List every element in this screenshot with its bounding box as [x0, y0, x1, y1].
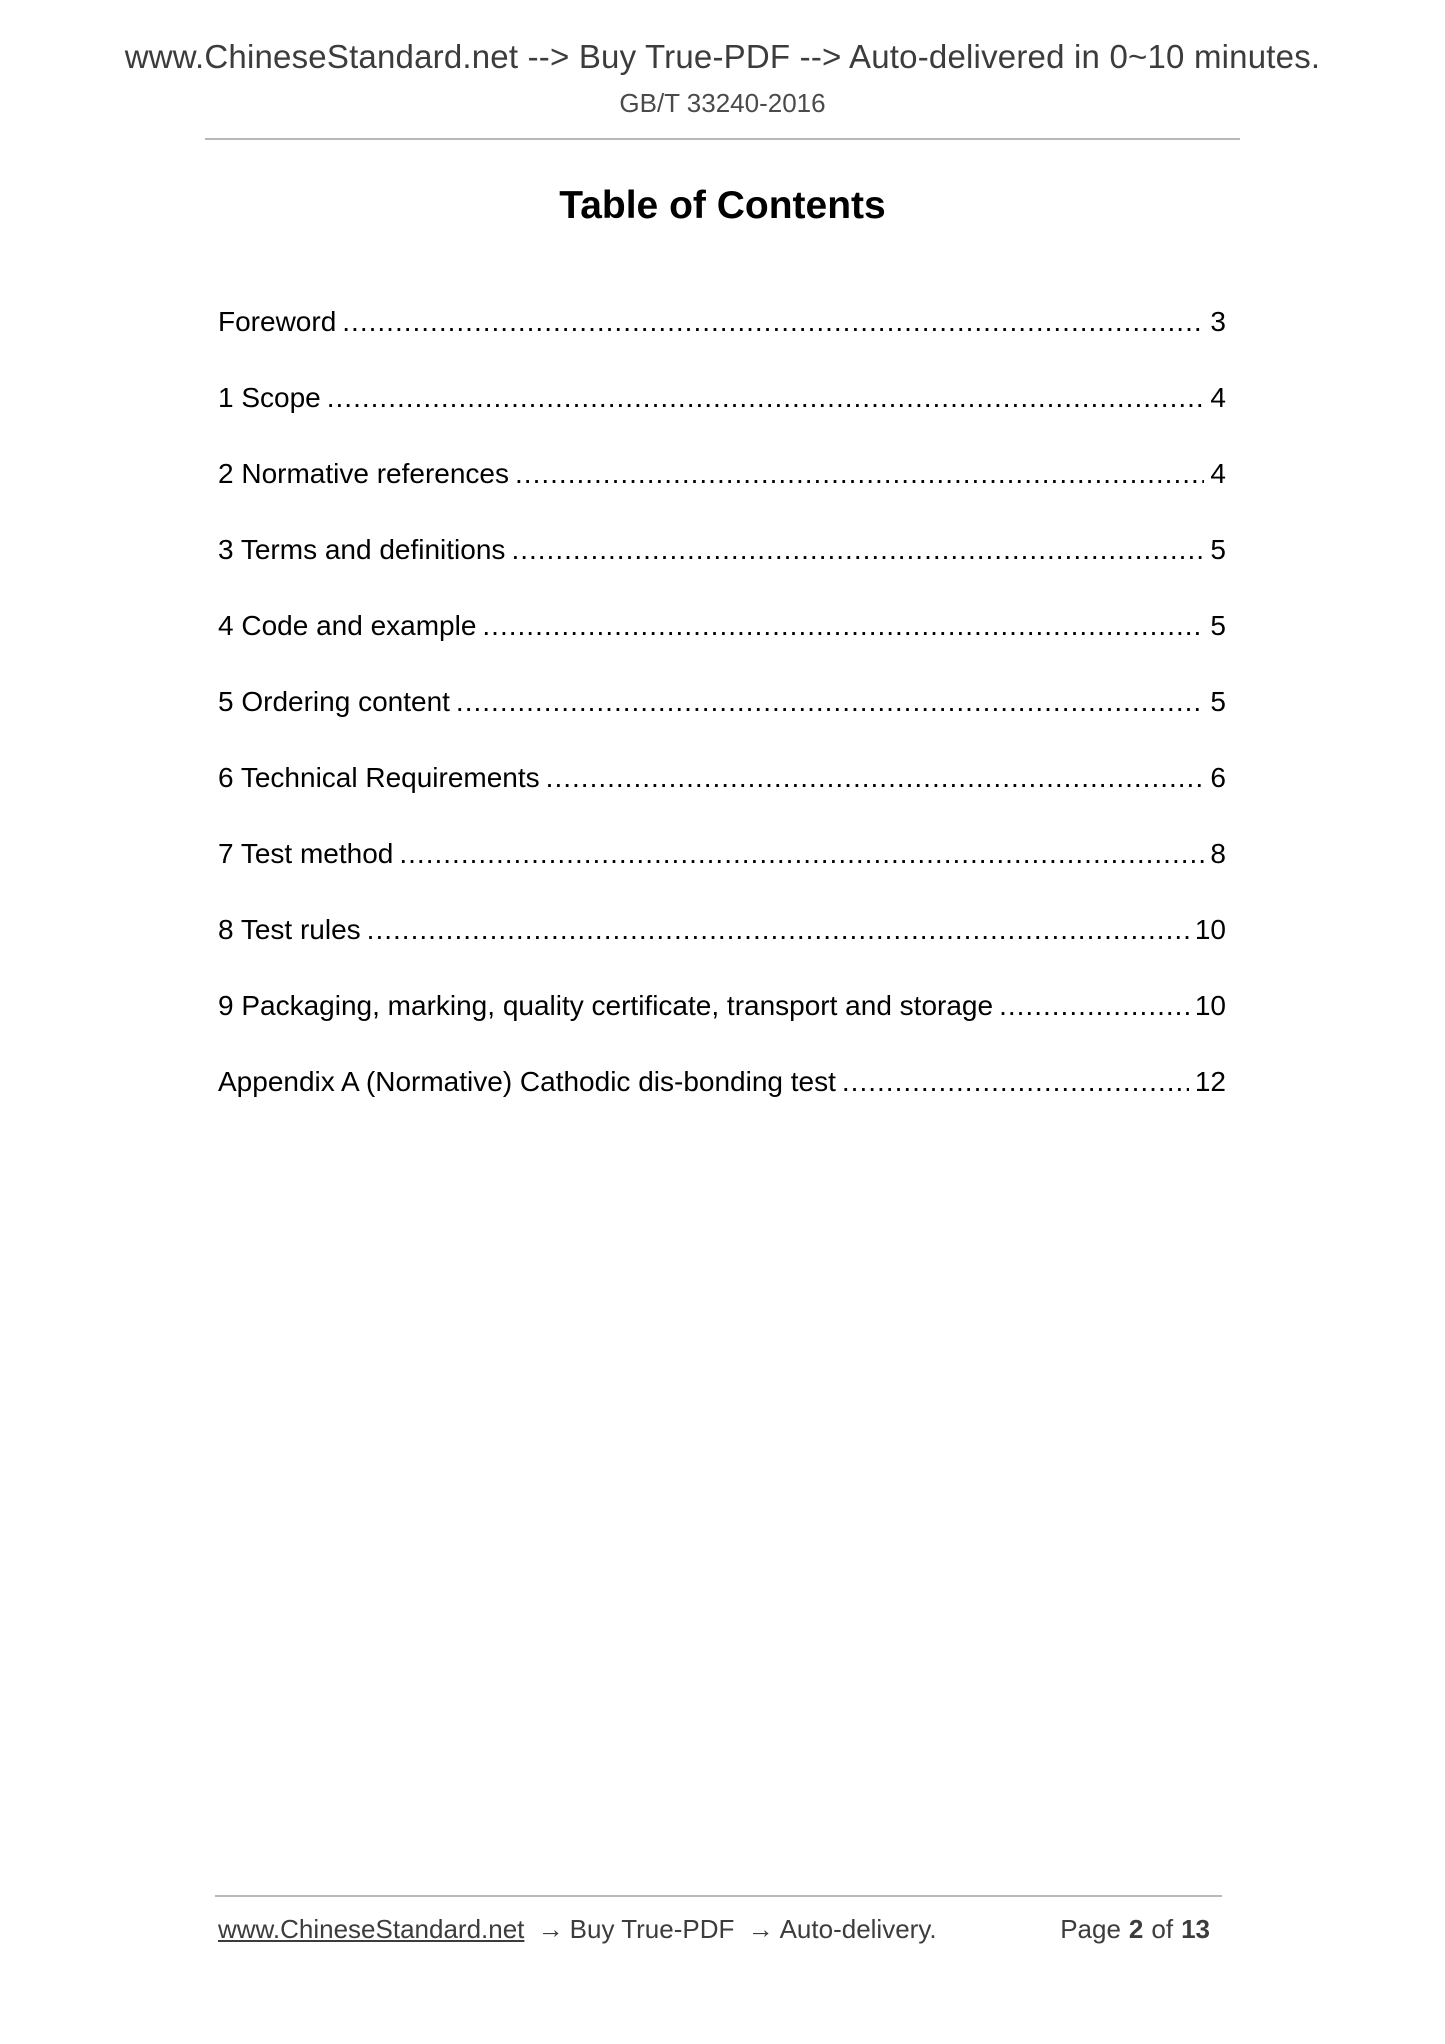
toc-entry-normative-references[interactable]	[218, 452, 1226, 528]
toc-entry-text: 3 Terms and definitions	[218, 534, 506, 565]
toc-entry-page: 5	[1210, 686, 1226, 717]
dot-leader	[482, 604, 1204, 648]
toc-entry-text: Foreword	[218, 306, 337, 337]
toc-entry-text: 7 Test method	[218, 838, 394, 869]
dot-leader	[515, 452, 1204, 496]
footer-site-link[interactable]: www.ChineseStandard.net	[218, 1914, 525, 1944]
toc-entry-page: 8	[1210, 838, 1226, 869]
toc-entry-page: 4	[1210, 458, 1226, 489]
toc-entry-ordering-content[interactable]	[218, 680, 1226, 756]
toc-entry-page: 4	[1210, 382, 1226, 413]
toc-entry-appendix-a[interactable]	[218, 1060, 1226, 1136]
page-total: 13	[1181, 1914, 1210, 1944]
toc-entry-text: 5 Ordering content	[218, 686, 450, 717]
toc-entry-text: 8 Test rules	[218, 914, 361, 945]
dot-leader	[342, 300, 1204, 344]
toc-entry-test-method[interactable]	[218, 832, 1226, 908]
toc-entry-page: 12	[1194, 1066, 1226, 1097]
arrow-right-icon: →	[537, 1914, 564, 1944]
toc-entry-terms-definitions[interactable]	[218, 528, 1226, 604]
toc-entry-scope[interactable]	[218, 376, 1226, 452]
toc-entry-text: 9 Packaging, marking, quality certificate, transport and storage	[218, 990, 994, 1021]
page-footer	[218, 1914, 1218, 1954]
footer-links	[218, 1914, 937, 1945]
toc-entry-test-rules[interactable]	[218, 908, 1226, 984]
dot-leader	[842, 1060, 1189, 1104]
toc-list	[218, 300, 1226, 1136]
toc-entry-text: 6 Technical Requirements	[218, 762, 540, 793]
toc-entry-page: 10	[1194, 914, 1226, 945]
toc-entry-packaging[interactable]	[218, 984, 1226, 1060]
footer-divider	[215, 1895, 1222, 1897]
footer-step-delivery: Auto-delivery.	[779, 1914, 937, 1944]
toc-entry-page: 3	[1210, 306, 1226, 337]
document-code: GB/T 33240-2016	[619, 88, 826, 118]
toc-entry-text: 4 Code and example	[218, 610, 477, 641]
toc-entry-page: 5	[1210, 610, 1226, 641]
header-divider	[205, 138, 1240, 140]
dot-leader	[399, 832, 1204, 876]
dot-leader	[456, 680, 1205, 724]
toc-entry-page: 5	[1210, 534, 1226, 565]
dot-leader	[999, 984, 1189, 1028]
header-banner: www.ChineseStandard.net --> Buy True-PDF --> Auto-delivered in 0~10 minutes.	[124, 38, 1321, 75]
page-label: Page	[1060, 1914, 1121, 1944]
dot-leader	[546, 756, 1205, 800]
dot-leader	[367, 908, 1189, 952]
arrow-right-icon: →	[747, 1914, 774, 1944]
page-of-label: of	[1151, 1914, 1174, 1944]
toc-entry-foreword[interactable]	[218, 300, 1226, 376]
page-current: 2	[1128, 1914, 1144, 1944]
toc-entry-code-example[interactable]	[218, 604, 1226, 680]
footer-step-buy: Buy True-PDF	[569, 1914, 735, 1944]
page-number	[1060, 1914, 1218, 1945]
toc-entry-page: 10	[1194, 990, 1226, 1021]
dot-leader	[511, 528, 1204, 572]
page-title: Table of Contents	[559, 184, 886, 227]
toc-entry-page: 6	[1210, 762, 1226, 793]
toc-entry-text: Appendix A (Normative) Cathodic dis-bonding test	[218, 1066, 836, 1097]
toc-entry-technical-requirements[interactable]	[218, 756, 1226, 832]
dot-leader	[327, 376, 1205, 420]
toc-entry-text: 2 Normative references	[218, 458, 510, 489]
toc-entry-text: 1 Scope	[218, 382, 321, 413]
